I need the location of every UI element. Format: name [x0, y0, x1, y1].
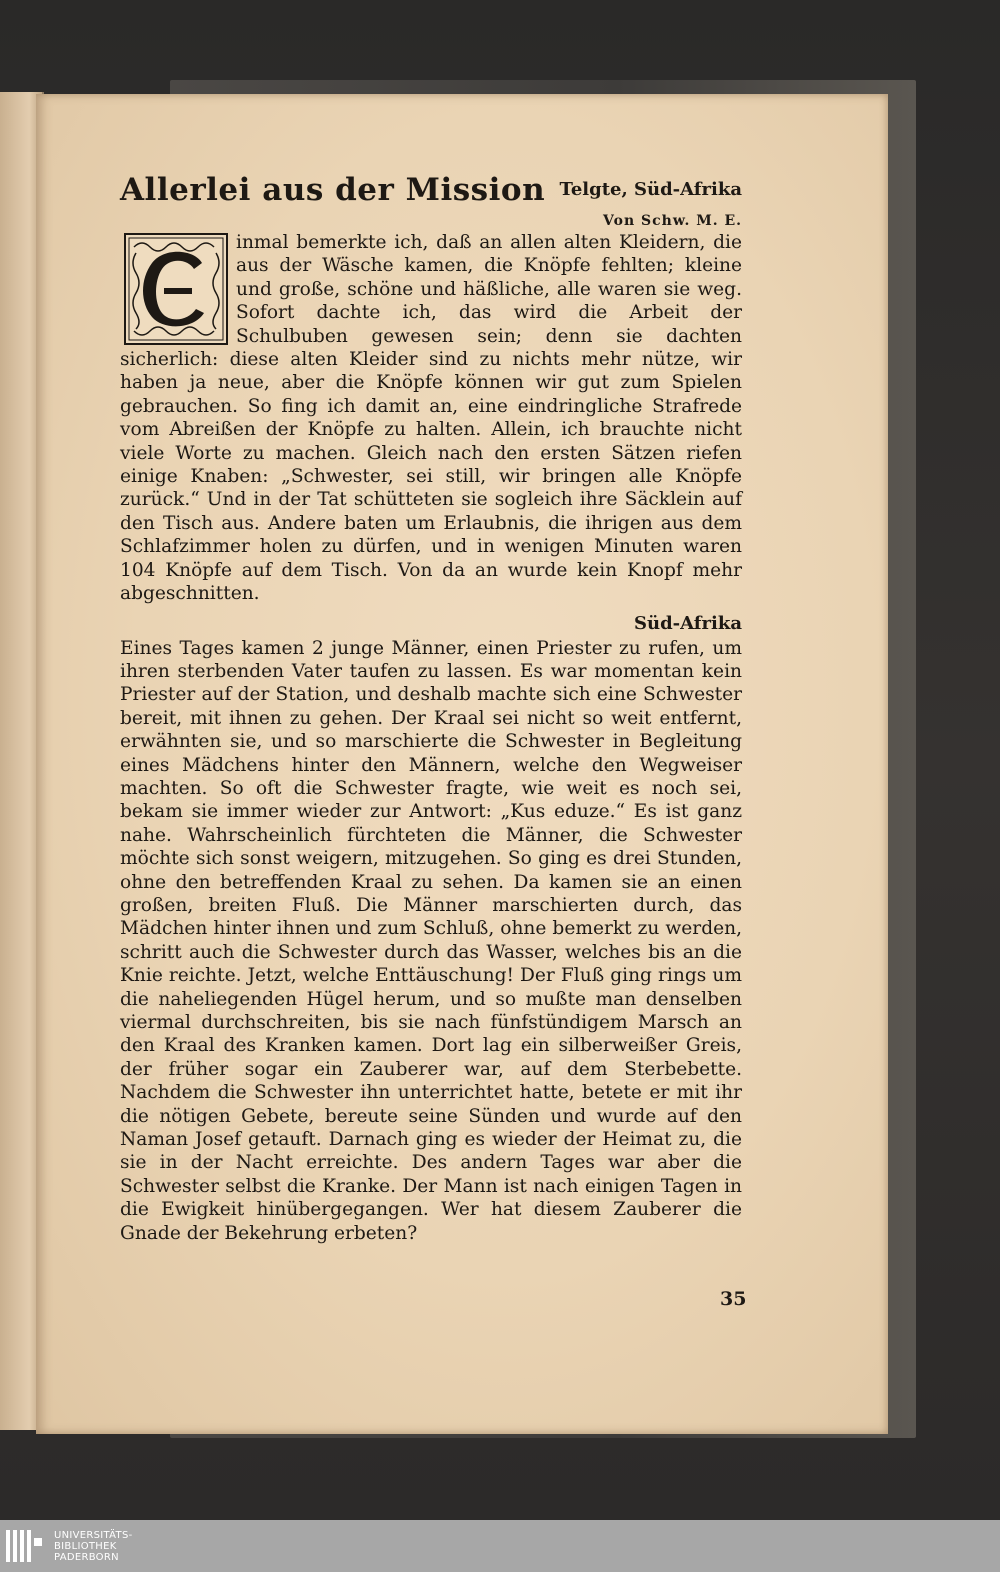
viewer-footer-bar [0, 1520, 1000, 1572]
logo-line-1: UNIVERSITÄTS- [54, 1529, 133, 1541]
page-number: 35 [720, 1288, 747, 1310]
library-logo-text [54, 1530, 133, 1563]
book-page [36, 94, 888, 1434]
library-logo-icon [6, 1528, 46, 1564]
section2-place: Süd-Afrika [634, 612, 742, 634]
page-content [120, 170, 742, 1245]
article-title: Allerlei aus der Mission [120, 172, 546, 208]
section1-place: Telgte, Süd-Afrika [559, 179, 742, 200]
logo-line-3: PADERBORN [54, 1551, 119, 1563]
logo-line-2: BIBLIOTHEK [54, 1540, 117, 1552]
article-header [120, 170, 742, 212]
section1-text: inmal bemerkte ich, daß an allen alten Kleidern, die aus der Wäsche kamen, die Knöpfe fehlten; kleine und große, schöne und häßliche, alle waren sie weg. Sofort dachte ich, das wird die Arbeit der Schulbuben gewesen sein; denn sie dachten sicherlich: diese alten Kleider sind zu nichts mehr nütze, wir haben ja neue, aber die Knöpfe können wir gut zum Spielen gebrauchen. So fing ich damit an, eine eindringliche Strafrede vom Abreißen der Knöpfe zu halten. Allein, ich brauchte nicht viele Worte zu machen. Gleich nach den ersten Sätzen riefen einige Knaben: „Schwester, sei still, wir bringen alle Knöpfe zurück.“ Und in der Tat schütteten sie sogleich ihre Säcklein auf den Tisch aus. Andere baten um Erlaubnis, die ihrigen aus dem Schlafzimmer holen zu dürfen, und in wenigen Minuten waren 104 Knöpfe auf dem Tisch. Von da an wurde kein Knopf mehr abgeschnitten. [120, 232, 742, 605]
library-logo[interactable] [6, 1524, 133, 1568]
author-byline: Von Schw. M. E. [603, 213, 742, 229]
ornamental-drop-cap-icon [124, 233, 228, 345]
section1-paragraph [120, 231, 742, 606]
section2-paragraph: Eines Tages kamen 2 junge Männer, einen Priester zu rufen, um ihren sterbenden Vater taufen zu lassen. Es war momentan kein Priester auf der Station, und deshalb machte sich eine Schwester bereit, mit ihnen zu gehen. Der Kraal sei nicht so weit entfernt, erwähnten sie, und so marschierte die Schwester in Begleitung eines Mädchens hinter den Männern, welche den Wegweiser machten. So oft die Schwester fragte, wie weit es noch sei, bekam sie immer wieder zur Antwort: „Kus eduze.“ Es ist ganz nahe. Wahrscheinlich fürchteten die Männer, die Schwester möchte sich sonst weigern, mitzugehen. So ging es drei Stunden, ohne den betreffenden Kraal zu sehen. Da kamen sie an einen großen, breiten Fluß. Die Männer marschierten durch, das Mädchen hinter ihnen und zum Schluß, ohne bemerkt zu werden, schritt auch die Schwester durch das Wasser, welches bis an die Knie reichte. Jetzt, welche Enttäuschung! Der Fluß ging rings um die naheliegenden Hügel herum, und so mußte man denselben viermal durchschreiten, bis sie nach fünfstündigem Marsch an den Kraal des Kranken kamen. Dort lag ein silberweißer Greis, der früher sogar ein Zauberer war, auf dem Sterbebette. Nachdem die Schwester ihn unterrichtet hatte, betete er mit ihr die nötigen Gebete, bereute seine Sünden und wurde auf den Naman Josef getauft. Darnach ging es wieder der Heimat zu, die sie in der Nacht erreichte. Des andern Tages war aber die Schwester selbst die Kranke. Der Mann ist nach einigen Tagen in die Ewigkeit hinübergegangen. Wer hat diesem Zauberer die Gnade der Bekehrung erbeten? [120, 637, 742, 1244]
